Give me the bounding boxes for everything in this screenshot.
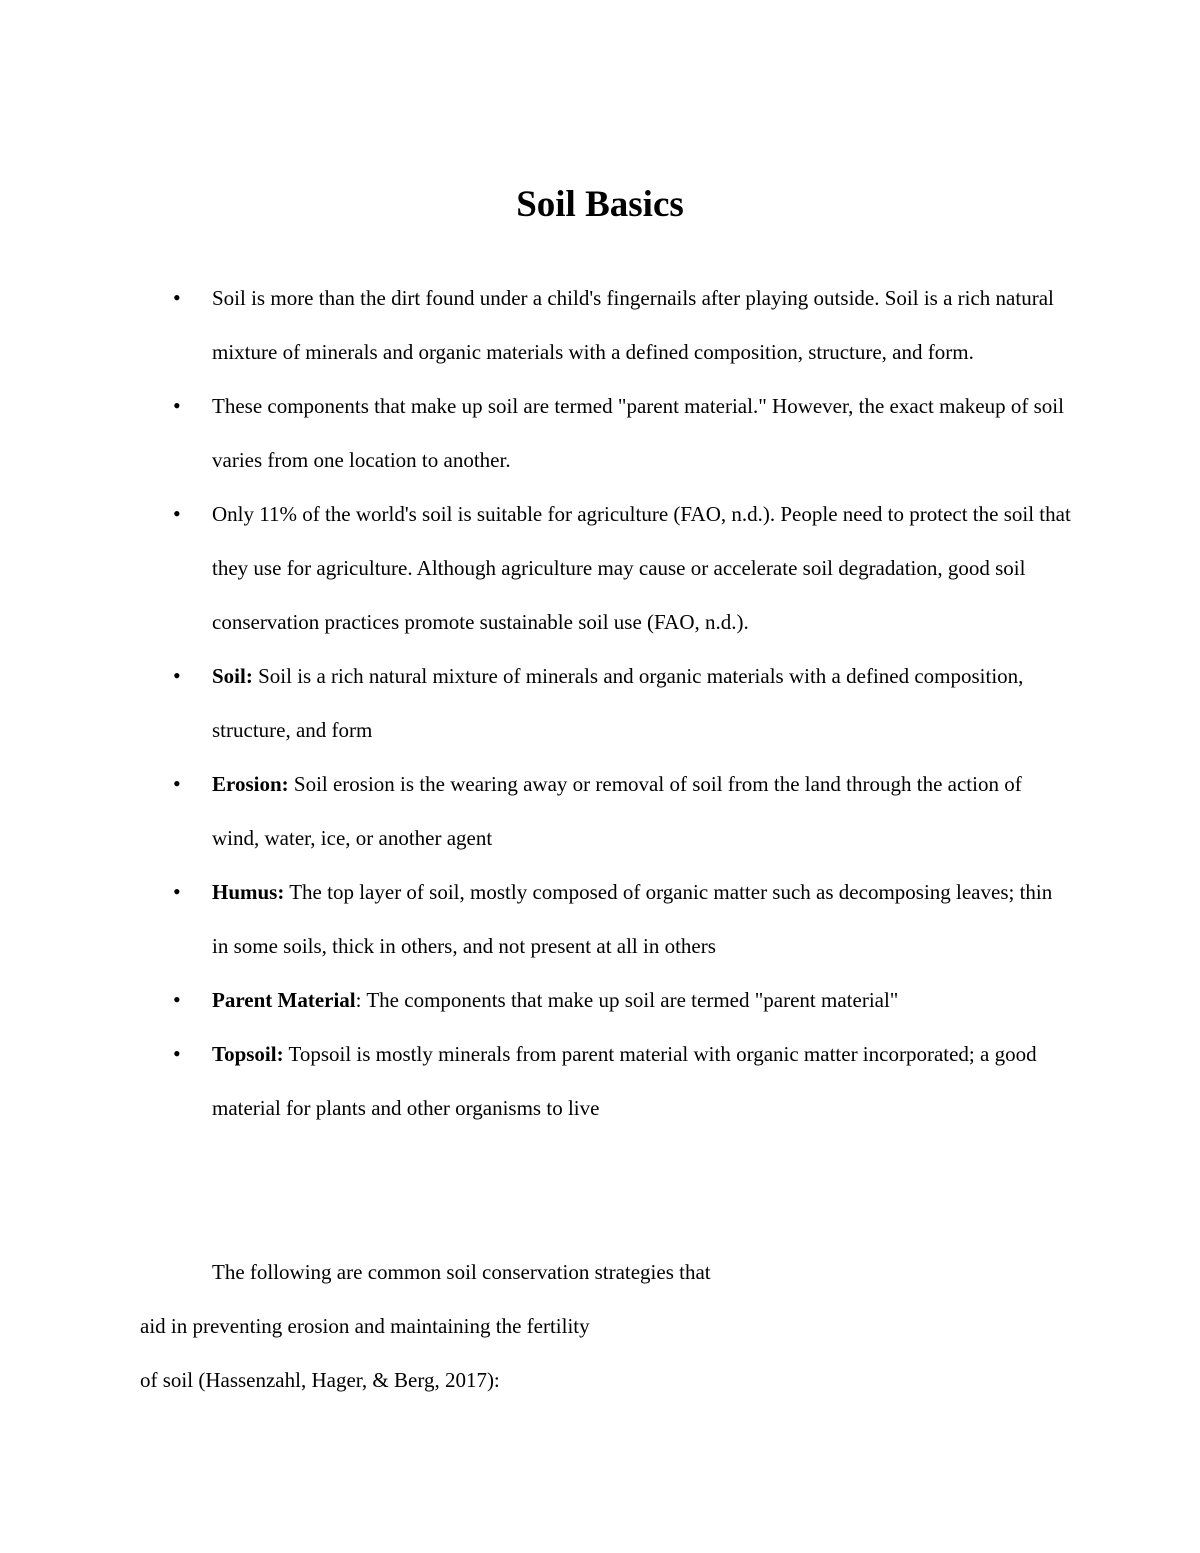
bullet-icon: • <box>173 1041 181 1066</box>
list-item <box>0 487 1072 649</box>
bullet-icon: • <box>173 663 181 688</box>
intro-paragraph <box>140 1245 860 1407</box>
list-item <box>0 757 1072 865</box>
intro-line: aid in preventing erosion and maintaining the fertility <box>140 1314 590 1338</box>
bullet-icon: • <box>173 393 181 418</box>
list-item <box>0 649 1072 757</box>
definition-text: Topsoil is mostly minerals from parent material with organic matter incorporated; a good material for plants and other organisms to live <box>212 1042 1037 1120</box>
list-item <box>0 1027 1072 1135</box>
bullet-text: Only 11% of the world's soil is suitable for agriculture (FAO, n.d.). People need to protect the soil that they use for agriculture. Although agriculture may cause or accelerate soil degradation, good soil conservation practices promote sustainable soil use (FAO, n.d.). <box>212 502 1071 634</box>
definition-term: Topsoil: <box>212 1042 284 1066</box>
definition-term: Soil: <box>212 664 253 688</box>
definition-term: Erosion: <box>212 772 289 796</box>
bullet-icon: • <box>173 501 181 526</box>
bullet-text: Soil is more than the dirt found under a child's fingernails after playing outside. Soil is a rich natural mixture of minerals and organic materials with a defined composition, structure, and form. <box>212 286 1054 364</box>
definition-text: : The components that make up soil are termed "parent material" <box>355 988 899 1012</box>
bullet-icon: • <box>173 285 181 310</box>
bullet-text: These components that make up soil are termed "parent material." However, the exact makeup of soil varies from one location to another. <box>212 394 1064 472</box>
definition-term: Parent Material <box>212 988 356 1012</box>
list-item <box>0 271 1072 379</box>
list-item <box>0 973 1072 1027</box>
definition-text: The top layer of soil, mostly composed of organic matter such as decomposing leaves; thin in some soils, thick in others, and not present at all in others <box>212 880 1053 958</box>
intro-line: The following are common soil conservation strategies that <box>212 1260 711 1284</box>
bullet-list <box>0 271 1072 1135</box>
page-title: Soil Basics <box>516 184 684 225</box>
definition-term: Humus: <box>212 880 285 904</box>
bullet-icon: • <box>173 987 181 1012</box>
bullet-icon: • <box>173 879 181 904</box>
bullet-icon: • <box>173 771 181 796</box>
list-item <box>0 379 1072 487</box>
definition-text: Soil erosion is the wearing away or removal of soil from the land through the action of wind, water, ice, or another agent <box>212 772 1022 850</box>
definition-text: Soil is a rich natural mixture of minerals and organic materials with a defined composition, structure, and form <box>212 664 1024 742</box>
intro-line: of soil (Hassenzahl, Hager, & Berg, 2017): <box>140 1368 500 1392</box>
list-item <box>0 865 1072 973</box>
